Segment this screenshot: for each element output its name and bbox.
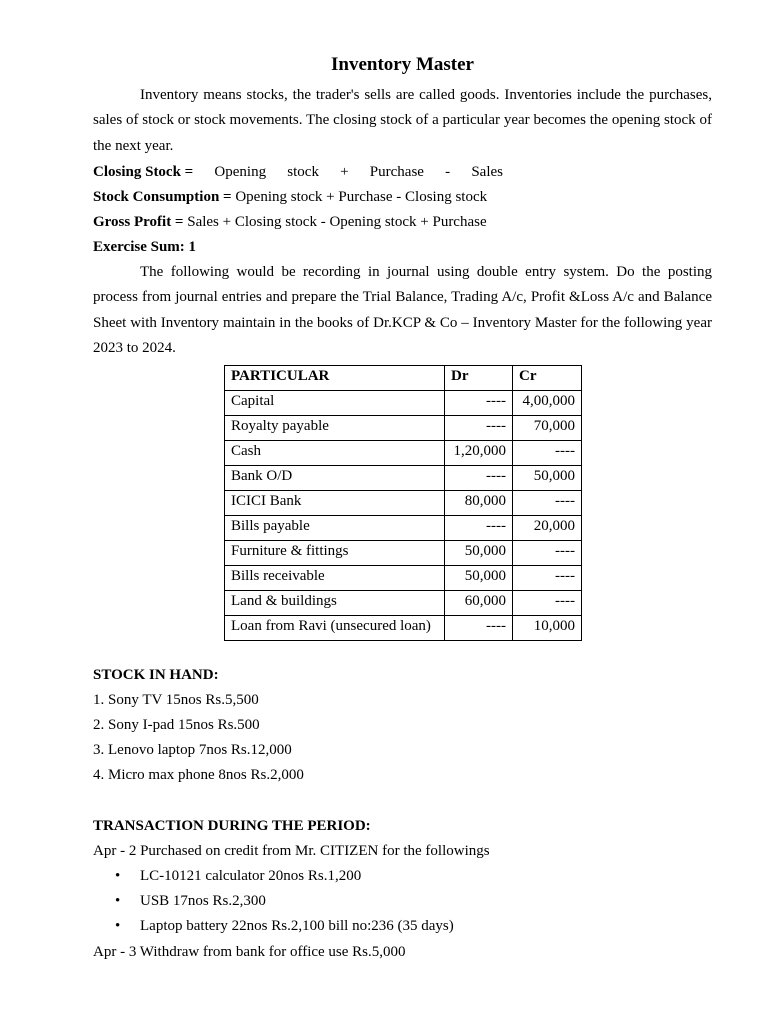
formula-gross-profit xyxy=(93,210,712,235)
formula-term: Sales xyxy=(471,164,503,180)
dr-cell: ---- xyxy=(445,616,513,641)
exercise-heading xyxy=(93,235,712,260)
table-row xyxy=(225,616,582,641)
formula-label: Stock Consumption = xyxy=(93,189,232,205)
formula-text: Sales + Closing stock - Opening stock + Purchase xyxy=(183,214,487,230)
formula-term: Purchase xyxy=(369,164,424,180)
formula-term: stock xyxy=(287,164,319,180)
bullet-icon: • xyxy=(115,893,121,909)
dr-cell: 50,000 xyxy=(445,566,513,591)
formula-term: Opening xyxy=(214,164,267,180)
table-row xyxy=(225,416,582,441)
table-row xyxy=(225,391,582,416)
dr-cell: ---- xyxy=(445,516,513,541)
stock-item: 2. Sony I-pad 15nos Rs.500 xyxy=(93,717,260,733)
dr-cell: ---- xyxy=(445,416,513,441)
cr-cell: 50,000 xyxy=(513,466,582,491)
particular-cell: Cash xyxy=(225,441,445,466)
stock-item: 3. Lenovo laptop 7nos Rs.12,000 xyxy=(93,742,292,758)
transaction-apr-3: Apr - 3 Withdraw from bank for office use Rs.5,000 xyxy=(93,944,406,960)
dr-cell: 1,20,000 xyxy=(445,441,513,466)
stock-heading xyxy=(93,663,712,688)
formula-stock-consumption xyxy=(93,185,712,210)
bullet-icon: • xyxy=(115,868,121,884)
cr-cell: 10,000 xyxy=(513,616,582,641)
particular-cell: ICICI Bank xyxy=(225,491,445,516)
transaction-heading xyxy=(93,814,712,839)
table-row xyxy=(225,466,582,491)
dr-cell: ---- xyxy=(445,391,513,416)
cr-cell: ---- xyxy=(513,541,582,566)
dr-cell: 50,000 xyxy=(445,541,513,566)
transaction-apr-2: Apr - 2 Purchased on credit from Mr. CITIZEN for the followings xyxy=(93,843,490,859)
dr-cell: 80,000 xyxy=(445,491,513,516)
page-title: Inventory Master xyxy=(331,54,474,75)
exercise-heading-text: Exercise Sum: 1 xyxy=(93,239,197,255)
formula-text: Opening stock + Purchase - Closing stock xyxy=(231,189,488,205)
stock-heading-text: STOCK IN HAND: xyxy=(93,667,219,683)
transaction-heading-text: TRANSACTION DURING THE PERIOD: xyxy=(93,818,371,834)
cr-cell: 20,000 xyxy=(513,516,582,541)
particular-cell: Capital xyxy=(225,391,445,416)
dr-cell: ---- xyxy=(445,466,513,491)
table-header-row xyxy=(225,366,582,391)
table-row xyxy=(225,541,582,566)
particular-cell: Bills receivable xyxy=(225,566,445,591)
bullet-icon: • xyxy=(115,918,121,934)
column-header-dr: Dr xyxy=(445,366,513,391)
column-header-particular: PARTICULAR xyxy=(225,366,445,391)
cr-cell: ---- xyxy=(513,441,582,466)
bullet-text: Laptop battery 22nos Rs.2,100 bill no:236 (35 days) xyxy=(140,918,454,934)
particular-cell: Furniture & fittings xyxy=(225,541,445,566)
stock-item: 4. Micro max phone 8nos Rs.2,000 xyxy=(93,767,304,783)
formula-label: Closing Stock = xyxy=(93,164,194,180)
particular-cell: Land & buildings xyxy=(225,591,445,616)
cr-cell: ---- xyxy=(513,591,582,616)
dr-cell: 60,000 xyxy=(445,591,513,616)
particular-cell: Loan from Ravi (unsecured loan) xyxy=(225,616,445,641)
table-row xyxy=(225,566,582,591)
bullet-text: LC-10121 calculator 20nos Rs.1,200 xyxy=(140,868,362,884)
particular-cell: Bank O/D xyxy=(225,466,445,491)
table-row xyxy=(225,491,582,516)
particular-cell: Royalty payable xyxy=(225,416,445,441)
particular-cell: Bills payable xyxy=(225,516,445,541)
formula-closing-stock xyxy=(93,160,712,185)
table-row xyxy=(225,441,582,466)
bullet-text: USB 17nos Rs.2,300 xyxy=(140,893,266,909)
column-header-cr: Cr xyxy=(513,366,582,391)
cr-cell: 4,00,000 xyxy=(513,391,582,416)
table-row xyxy=(225,516,582,541)
opening-balance-table xyxy=(224,365,582,641)
formula-operator: - xyxy=(445,164,451,180)
exercise-paragraph: The following would be recording in journal using double entry system. Do the posting process from journal entries and prepare the Trial Balance, Trading A/c, Profit &Loss A/c and Balance Sheet with Inventory maintain in the books of Dr.KCP & Co – Inventory Master for the following year 2023 to 2024. xyxy=(93,264,712,356)
formula-operator: + xyxy=(340,164,349,180)
cr-cell: ---- xyxy=(513,491,582,516)
cr-cell: ---- xyxy=(513,566,582,591)
table-row xyxy=(225,591,582,616)
intro-paragraph: Inventory means stocks, the trader's sells are called goods. Inventories include the purchases, sales of stock or stock movements. The closing stock of a particular year becomes the opening stock of the next year. xyxy=(93,87,712,154)
cr-cell: 70,000 xyxy=(513,416,582,441)
stock-item: 1. Sony TV 15nos Rs.5,500 xyxy=(93,692,259,708)
formula-label: Gross Profit = xyxy=(93,214,184,230)
